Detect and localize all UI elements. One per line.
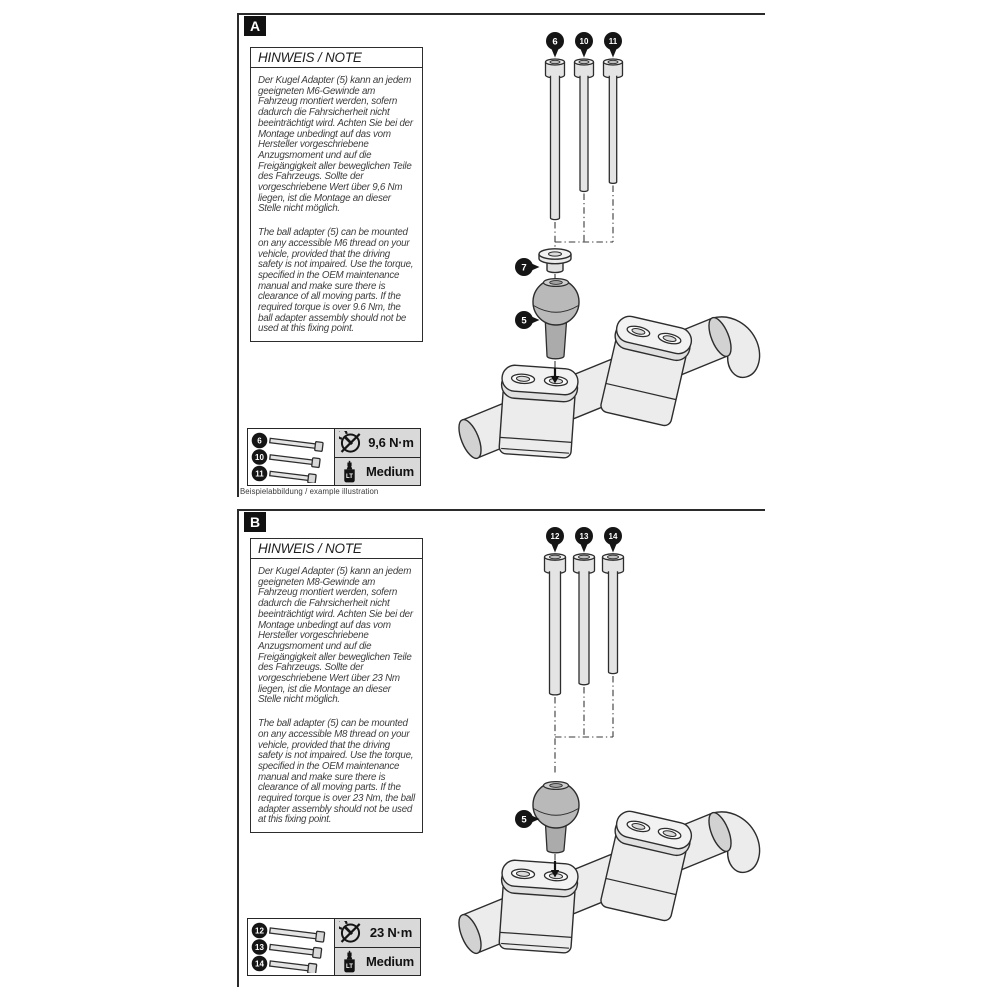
panel-b-left-rule — [237, 509, 239, 987]
threadlocker-row-a — [335, 458, 420, 486]
spec-screws-illustration-a — [250, 431, 332, 483]
threadlocker-value-b: Medium — [366, 953, 414, 969]
ball-adapter-illustration — [515, 279, 579, 359]
left-riser-clamp — [497, 364, 579, 458]
example-caption-a: Beispielabbildung / example illustration — [240, 487, 379, 496]
ball-adapter-illustration — [515, 782, 579, 853]
threadlocker-row-b — [335, 948, 420, 976]
screw-illustration-3 — [604, 32, 623, 183]
torque-value-a: 9,6 N·m — [368, 435, 414, 451]
note-english-b: The ball adapter (5) can be mounted on any accessible M8 thread on your vehicle, provided that the driving safety is not impaired. Use the torque, specified in the OEM maintenance manual and make sure there is clearance of all moving parts. If the required torque is over 23 Nm, the ball adapter assembly should not be used at this fixing point. — [258, 718, 415, 826]
svg-text:12: 12 — [550, 532, 560, 542]
spec-screws-illustration-b — [250, 921, 332, 973]
note-box-a — [250, 47, 423, 342]
handlebar-clamp-assembly — [454, 314, 759, 461]
svg-text:13: 13 — [579, 532, 589, 542]
svg-text:12: 12 — [255, 926, 264, 936]
svg-text:11: 11 — [255, 469, 264, 479]
svg-text:10: 10 — [255, 452, 264, 462]
right-riser-clamp — [598, 314, 694, 428]
threadlocker-bottle-icon — [339, 950, 360, 973]
panel-a-label: A — [244, 16, 266, 36]
threadlocker-value-a: Medium — [366, 463, 414, 479]
panel-a-left-rule — [237, 13, 239, 497]
note-english-a: The ball adapter (5) can be mounted on any accessible M6 thread on your vehicle, provided that the driving safety is not impaired. Use the torque, specified in the OEM maintenance manual and make sure there is clearance of all moving parts. If the required torque is over 9.6 Nm, the ball adapter assembly should not be used at this fixing point. — [258, 227, 414, 335]
torque-row-a — [335, 429, 420, 458]
screw-illustration-1 — [546, 32, 565, 220]
torque-wrench-icon — [339, 921, 362, 944]
screw-illustration-2 — [574, 527, 595, 685]
svg-text:7: 7 — [521, 262, 527, 274]
note-german-b: Der Kugel Adapter (5) kann an jedem geeigneten M8-Gewinde am Fahrzeug montiert werden, sofern dadurch die Fahrsicherheit nicht beeinträchtigt wird. Achten Sie bei der Montage unbedingt auf das vom Hersteller vorgeschriebene Anzugsmoment und auf die Freigängigkeit aller beweglichen Teile des Fahrzeugs. Sollte der vorgeschriebene Wert über 23 Nm liegen, ist die Montage an dieser Stelle nicht möglich. — [258, 566, 413, 706]
svg-text:6: 6 — [552, 36, 558, 48]
spec-screws-cell-b — [248, 919, 335, 975]
note-title-a: HINWEIS / NOTE — [251, 48, 422, 68]
torque-wrench-icon — [339, 431, 362, 454]
panel-a-top-rule — [237, 13, 765, 15]
exploded-diagram-a — [440, 25, 770, 485]
torque-spec-box-a — [247, 428, 421, 486]
handlebar-clamp-assembly — [454, 809, 759, 956]
threadlocker-bottle-icon — [339, 460, 360, 483]
svg-text:14: 14 — [255, 959, 264, 969]
svg-text:13: 13 — [255, 942, 264, 952]
note-german-a: Der Kugel Adapter (5) kann an jedem geeigneten M6-Gewinde am Fahrzeug montiert werden, sofern dadurch die Fahrsicherheit nicht beeinträchtigt wird. Achten Sie bei der Montage unbedingt auf das vom Hersteller vorgeschriebene Anzugsmoment und auf die Freigängigkeit aller beweglichen Teile des Fahrzeugs. Sollte der vorgeschriebene Wert über 9,6 Nm liegen, ist die Montage an dieser Stelle nicht möglich. — [258, 75, 413, 215]
screw-illustration-1 — [545, 527, 566, 695]
panel-b-label: B — [244, 512, 266, 532]
svg-text:10: 10 — [579, 37, 589, 47]
svg-text:LT: LT — [346, 963, 353, 970]
spec-screws-cell-a — [248, 429, 335, 485]
svg-text:11: 11 — [608, 37, 618, 47]
washer-illustration — [515, 249, 571, 276]
svg-text:5: 5 — [521, 315, 527, 327]
note-title-b: HINWEIS / NOTE — [251, 539, 422, 559]
note-body-a — [251, 68, 422, 341]
panel-b-top-rule — [237, 509, 765, 511]
torque-value-b: 23 N·m — [369, 925, 413, 941]
left-riser-clamp — [497, 859, 579, 953]
svg-text:6: 6 — [257, 436, 262, 446]
svg-text:5: 5 — [521, 814, 527, 826]
note-body-b — [251, 559, 422, 832]
note-box-b — [250, 538, 423, 833]
torque-row-b — [335, 919, 420, 948]
screw-illustration-3 — [603, 527, 624, 674]
svg-text:14: 14 — [608, 532, 618, 542]
torque-spec-box-b — [247, 918, 421, 976]
screw-illustration-2 — [575, 32, 594, 192]
exploded-diagram-b — [440, 520, 770, 980]
right-riser-clamp — [598, 809, 694, 923]
svg-text:LT: LT — [346, 473, 353, 480]
